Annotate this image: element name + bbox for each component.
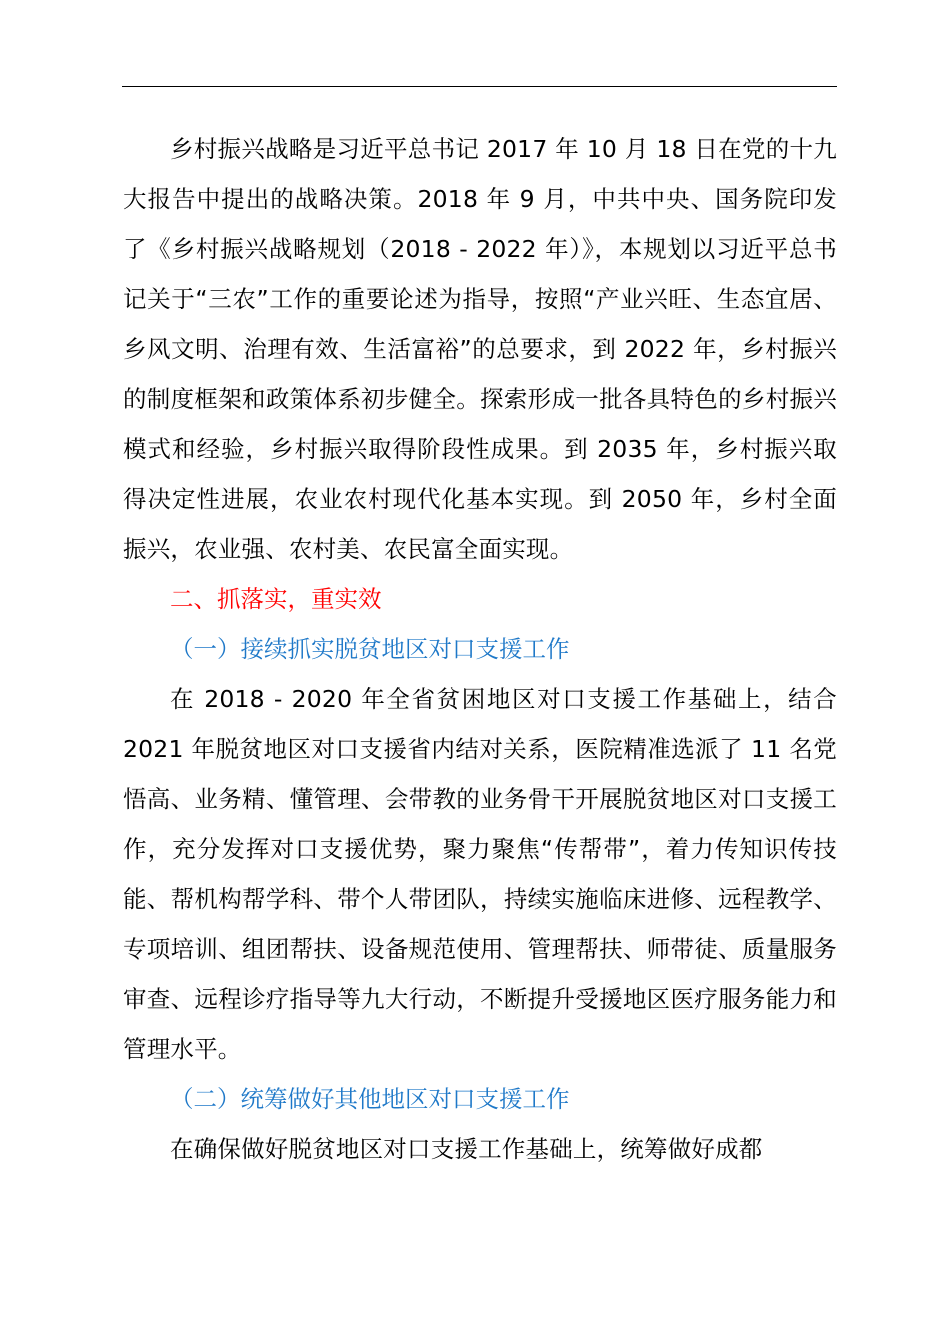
header-rule [122, 86, 837, 87]
subheading-two: （二）统筹做好其他地区对口支援工作 [170, 1085, 570, 1113]
paragraph-other-regions: 在确保做好脱贫地区对口支援工作基础上，统筹做好成都 [170, 1135, 763, 1163]
section-heading: 二、抓落实，重实效 [170, 585, 382, 613]
paragraph-counterpart-support: 在 2018 - 2020 年全省贫困地区对口支援工作基础上，结合 2021 年脱贫地区对口支援省内结对关系，医院精准选派了 11 名党悟高、业务精、懂管理、会带教的业务骨干开展脱贫地区对口支援工作，充分发挥对口支援优势，聚力聚焦“传帮带”，着力传知识传技能、帮机构帮学科、带个人带团队，持续实施临床进修、远程教学、专项培训、组团帮扶、设备规范使用、管理帮扶、师带徒、质量服务审查、远程诊疗指导等九大行动，不断提升受援地区医疗服务能力和管理水平。 [123, 685, 837, 1063]
paragraph-rural-revitalization: 乡村振兴战略是习近平总书记 2017 年 10 月 18 日在党的十九大报告中提出的战略决策。2018 年 9 月，中共中央、国务院印发了《乡村振兴战略规划（2018 - 2022 年）》，本规划以习近平总书记关于“三农”工作的重要论述为指导，按照“产业兴旺、生态宜居、乡风文明、治理有效、生活富裕”的总要求，到 2022 年，乡村振兴的制度框架和政策体系初步健全。探索形成一批各具特色的乡村振兴模式和经验，乡村振兴取得阶段性成果。到 2035 年，乡村振兴取得决定性进展，农业农村现代化基本实现。到 2050 年，乡村全面振兴，农业强、农村美、农民富全面实现。 [123, 135, 837, 563]
document-body [123, 124, 837, 1174]
subheading-one: （一）接续抓实脱贫地区对口支援工作 [170, 635, 570, 663]
